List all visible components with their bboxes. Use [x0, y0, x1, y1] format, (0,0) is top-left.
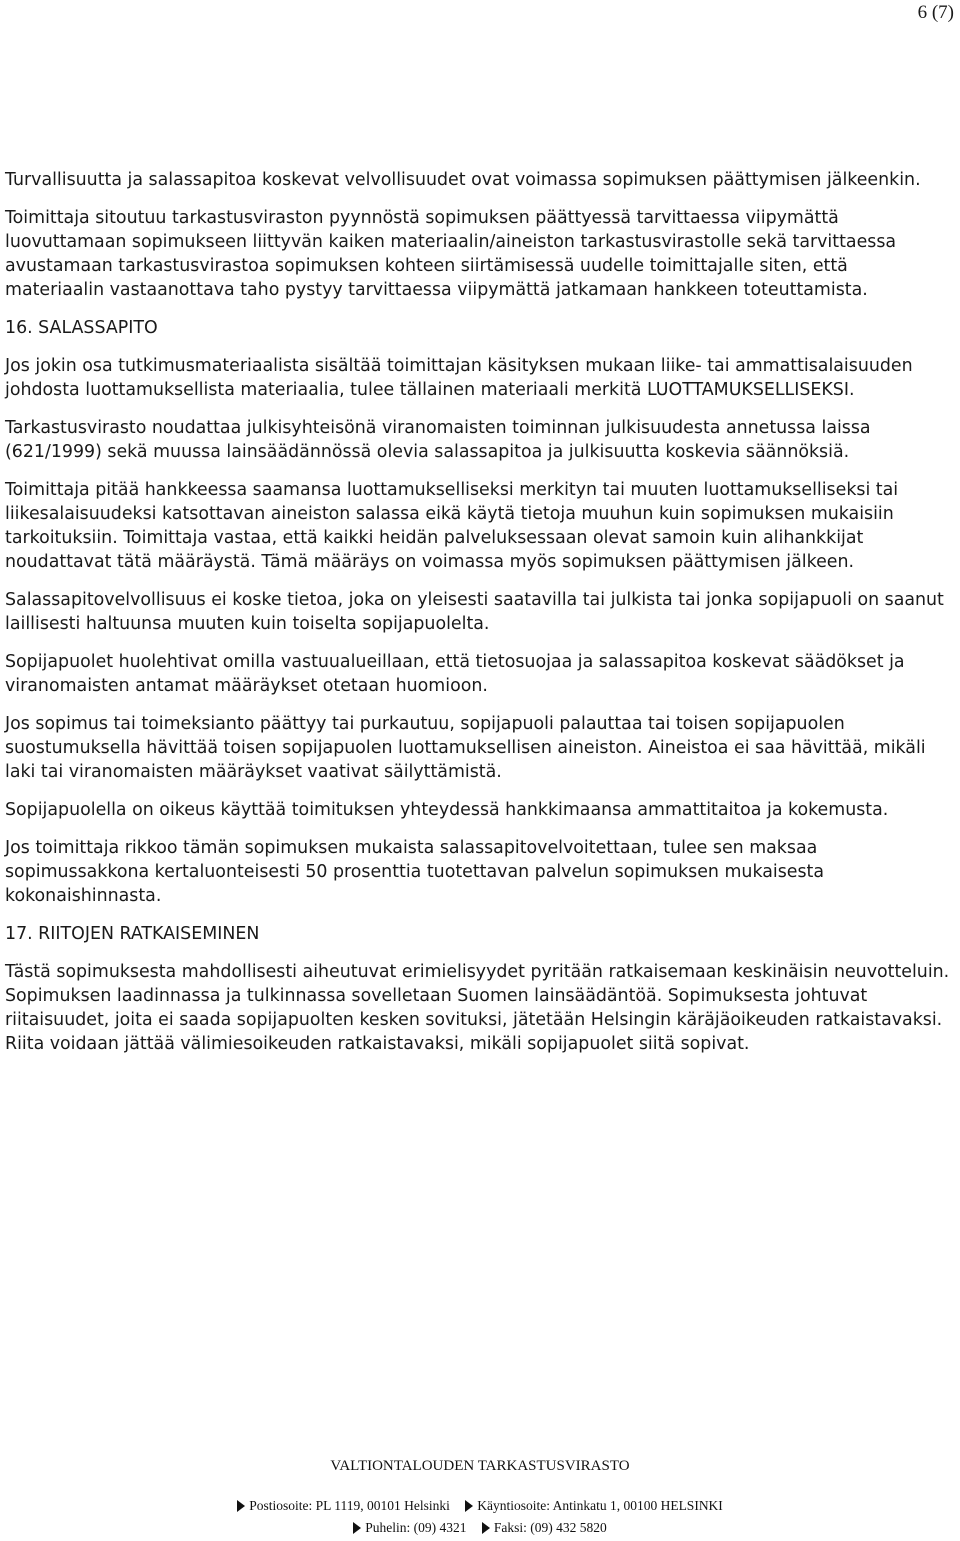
section-heading-17: 17. RIITOJEN RATKAISEMINEN [5, 924, 260, 944]
footer-address-line [0, 1495, 960, 1517]
paragraph: Jos toimittaja rikkoo tämän sopimuksen mukaista salassapitovelvoitettaan, tulee sen maksaa sopimussakkona kertaluonteisesti 50 prosenttia tuotettavan palvelun sopimuksen mukaisesta kokonaishinnasta. [5, 838, 824, 906]
arrow-bullet-icon [482, 1522, 490, 1534]
paragraph: Sopijapuolella on oikeus käyttää toimituksen yhteydessä hankkimaansa ammattitaitoa ja kokemusta. [5, 800, 889, 820]
footer-phone-text: Puhelin: (09) 4321 [365, 1520, 467, 1535]
paragraph: Turvallisuutta ja salassapitoa koskevat velvollisuudet ovat voimassa sopimuksen päättymisen jälkeenkin. [5, 170, 921, 190]
page-footer [0, 1458, 960, 1539]
footer-postal-text: Postiosoite: PL 1119, 00101 Helsinki [249, 1498, 450, 1513]
footer-phone [353, 1520, 470, 1535]
paragraph: Tarkastusvirasto noudattaa julkisyhteisönä viranomaisten toiminnan julkisuudesta annetussa laissa (621/1999) sekä muussa lainsäädännössä olevia salassapitoa ja julkisuutta koskevia säännöksiä. [5, 418, 871, 462]
footer-fax-text: Faksi: (09) 432 5820 [493, 1520, 607, 1535]
paragraph: Salassapitovelvollisuus ei koske tietoa, joka on yleisesti saatavilla tai julkista tai jonka sopijapuoli on saanut laillisesti haltuunsa muuten kuin toiselta sopijapuolelta. [5, 590, 944, 634]
arrow-bullet-icon [353, 1522, 361, 1534]
footer-visiting-text: Käyntiosoite: Antinkatu 1, 00100 HELSINKI [477, 1498, 723, 1513]
page-number: 6 (7) [917, 2, 954, 23]
footer-postal-address [237, 1498, 453, 1513]
arrow-bullet-icon [237, 1500, 245, 1512]
arrow-bullet-icon [465, 1500, 473, 1512]
paragraph: Jos jokin osa tutkimusmateriaalista sisältää toimittajan käsityksen mukaan liike- tai ammattisalaisuuden johdosta luottamuksellista materiaalia, tulee tällainen materiaali merkitä LUOTTAMUKSELLISEKSI. [5, 356, 913, 400]
section-heading-16: 16. SALASSAPITO [5, 318, 158, 338]
paragraph: Sopijapuolet huolehtivat omilla vastuualueillaan, että tietosuojaa ja salassapitoa koskevat säädökset ja viranomaisten antamat määräykset otetaan huomioon. [5, 652, 905, 696]
footer-fax [482, 1520, 607, 1535]
document-body [5, 168, 950, 1070]
paragraph: Tästä sopimuksesta mahdollisesti aiheutuvat erimielisyydet pyritään ratkaisemaan keskinäisin neuvotteluin. Sopimuksen laadinnassa ja tulkinnassa sovelletaan Suomen lainsäädäntöä. Sopimuksesta johtuvat riitaisuudet, joita ei saada sopijapuolten kesken sovituksi, jätetään Helsingin käräjäoikeuden ratkaistavaksi. Riita voidaan jättää välimiesoikeuden ratkaistavaksi, mikäli sopijapuolet siitä sopivat. [5, 962, 950, 1054]
paragraph: Toimittaja sitoutuu tarkastusviraston pyynnöstä sopimuksen päättyessä tarvittaessa viipymättä luovuttamaan sopimukseen liittyvän kaiken materiaalin/aineiston tarkastusvirastolle sekä tarvittaessa avustamaan tarkastusvirastoa sopimuksen kohteen siirtämisessä uudelle toimittajalle siten, että materiaalin vastaanottava taho pystyy tarvittaessa viipymättä jatkamaan hankkeen toteuttamista. [5, 208, 897, 300]
paragraph: Jos sopimus tai toimeksianto päättyy tai purkautuu, sopijapuoli palauttaa tai toisen sopijapuolen suostumuksella hävittää toisen sopijapuolen luottamuksellisen aineiston. Aineistoa ei saa hävittää, mikäli laki tai viranomaisten määräykset vaativat säilyttämistä. [5, 714, 926, 782]
footer-organization: VALTIONTALOUDEN TARKASTUSVIRASTO [330, 1458, 630, 1474]
paragraph: Toimittaja pitää hankkeessa saamansa luottamukselliseksi merkityn tai muuten luottamukselliseksi tai liikesalaisuudeksi katsottavan aineiston salassa eikä käytä tietoja muuhun kuin sopimuksen mukaisiin tarkoituksiin. Toimittaja vastaa, että kaikki heidän palveluksessaan olevat samoin kuin alihankkijat noudattavat tätä määräystä. Tämä määräys on voimassa myös sopimuksen päättymisen jälkeen. [5, 480, 899, 572]
footer-visiting-address [465, 1498, 723, 1513]
footer-contact-line [0, 1517, 960, 1539]
